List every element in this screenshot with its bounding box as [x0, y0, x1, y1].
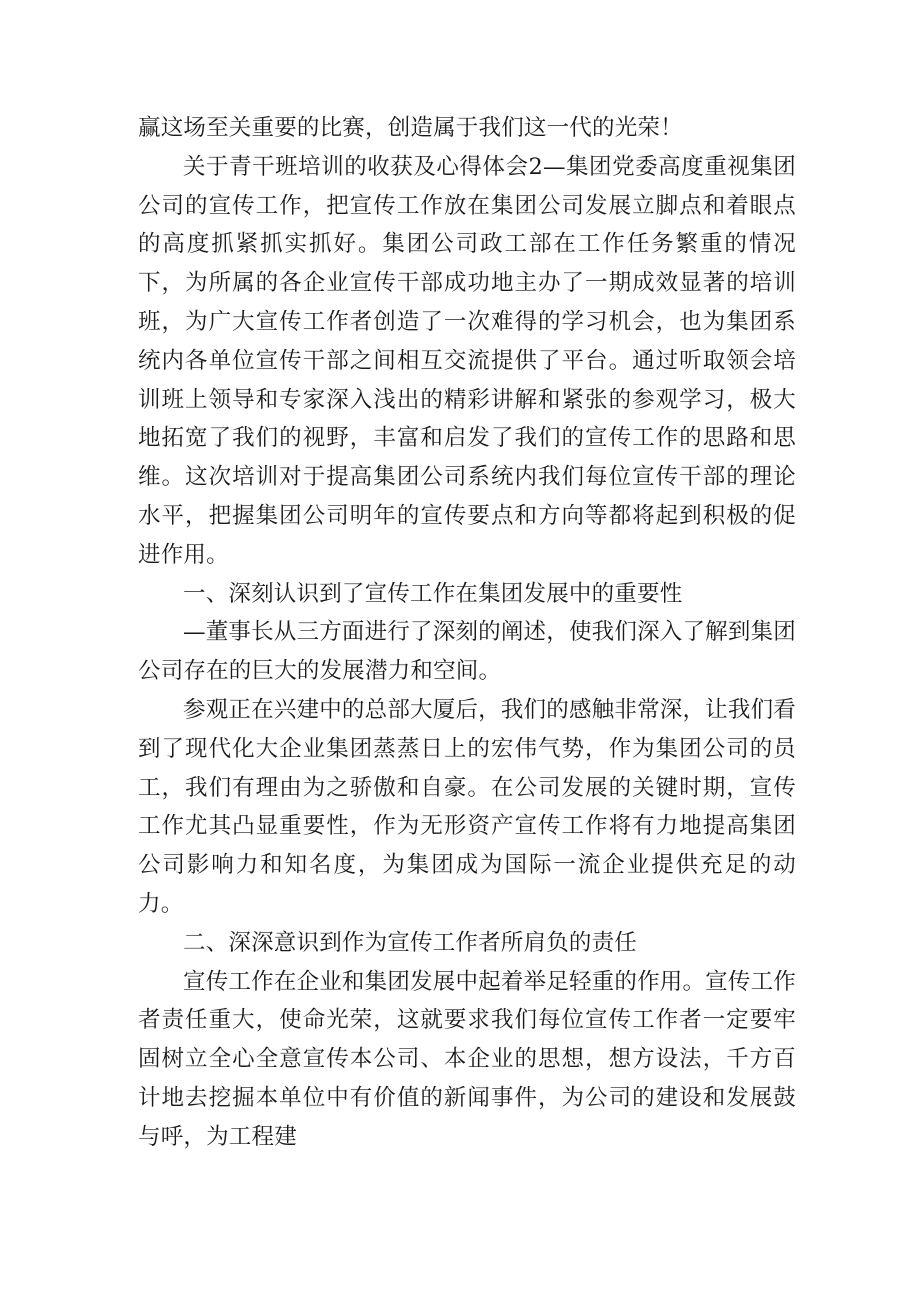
section-heading-1: 一、深刻认识到了宣传工作在集团发展中的重要性: [183, 580, 683, 607]
paragraph-headquarters: 参观正在兴建中的总部大厦后，我们的感触非常深，让我们看到了现代化大企业集团蒸蒸日上的宏伟气势，作为集团公司的员工，我们有理由为之骄傲和自豪。在公司发展的关键时期，宣传工作尤其凸显重要性，作为无形资产宣传工作将有力地提高集团公司影响力和知名度，为集团成为国际一流企业提供充足的动力。: [138, 696, 796, 917]
paragraph-continuation: 赢这场至关重要的比赛，创造属于我们这一代的光荣！: [138, 115, 683, 141]
paragraph-intro: 关于青干班培训的收获及心得体会2—集团党委高度重视集团公司的宣传工作，把宣传工作放在集团公司发展立脚点和着眼点的高度抓紧抓实抓好。集团公司政工部在工作任务繁重的情况下，为所属的各企业宣传干部成功地主办了一期成效显著的培训班，为广大宣传工作者创造了一次难得的学习机会，也为集团系统内各单位宣传干部之间相互交流提供了平台。通过听取领会培训班上领导和专家深入浅出的精彩讲解和紧张的参观学习，极大地拓宽了我们的视野，丰富和启发了我们的宣传工作的思路和思维。这次培训对于提高集团公司系统内我们每位宣传干部的理论水平，把握集团公司明年的宣传要点和方向等都将起到积极的促进作用。: [138, 153, 796, 568]
paragraph-responsibility: 宣传工作在企业和集团发展中起着举足轻重的作用。宣传工作者责任重大，使命光荣，这就要求我们每位宣传工作者一定要牢固树立全心全意宣传本公司、本企业的思想，想方设法，千方百计地去挖掘本单位中有价值的新闻事件，为公司的建设和发展鼓与呼，为工程建: [138, 968, 796, 1150]
paragraph-chairman: —董事长从三方面进行了深刻的阐述，使我们深入了解到集团公司存在的巨大的发展潜力和空间。: [138, 619, 796, 685]
document-body: [138, 109, 796, 1157]
section-heading-2: 二、深深意识到作为宣传工作者所肩负的责任: [183, 929, 638, 956]
